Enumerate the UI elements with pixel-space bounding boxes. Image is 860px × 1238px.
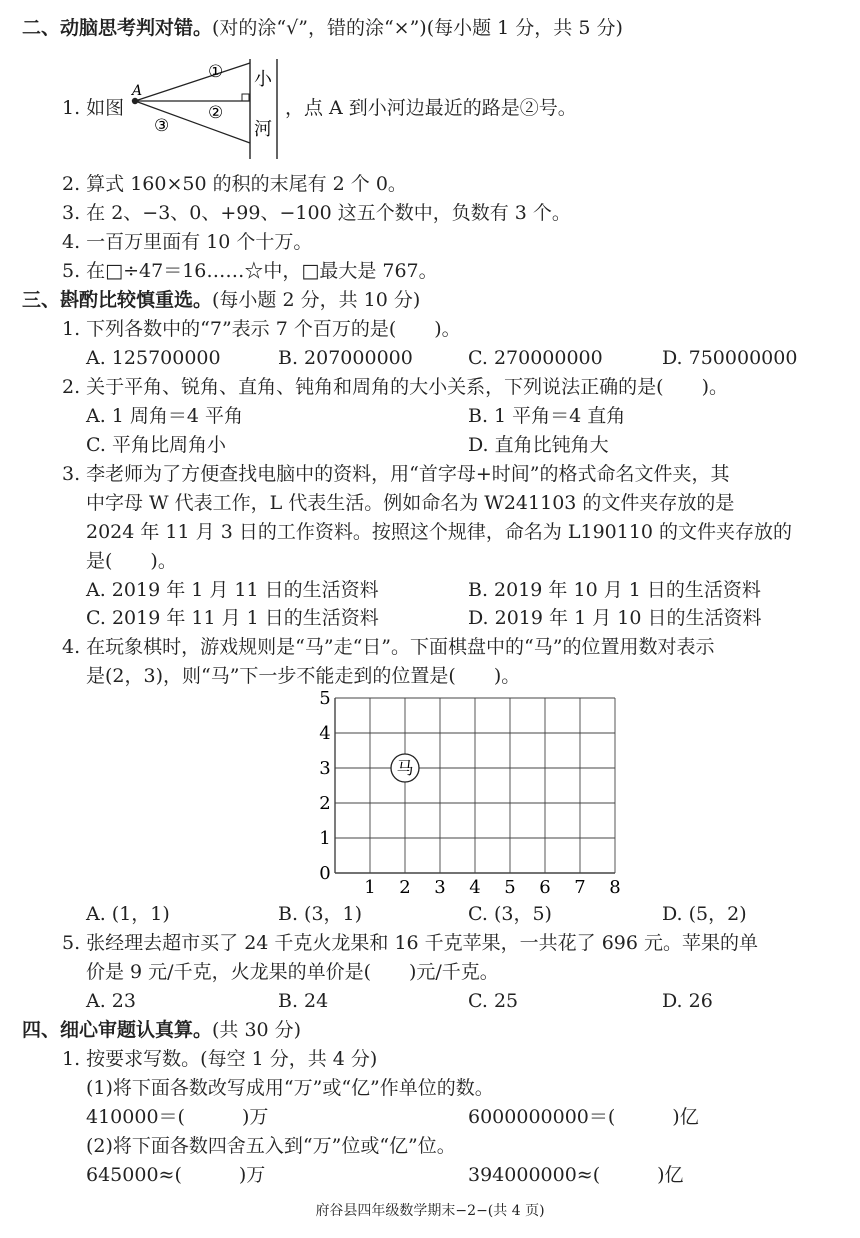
section-2-heading [22,16,623,40]
path-3-label: ③ [154,116,170,136]
q4-1-part-2-a[interactable]: 645000≈( )万 [86,1164,266,1186]
q3-3-option-d[interactable]: D. 2019 年 1 月 10 日的生活资料 [468,607,762,629]
q3-5-line-1: 5. 张经理去超市买了 24 千克火龙果和 16 千克苹果，一共花了 696 元。苹果的单 [62,932,759,954]
q2-4: 4. 一百万里面有 10 个十万。 [62,231,313,253]
path-2-label: ② [208,103,224,123]
q3-3-option-a[interactable]: A. 2019 年 1 月 11 日的生活资料 [86,579,379,601]
x-tick-label: 8 [609,877,621,898]
q3-4-line-1: 4. 在玩象棋时，游戏规则是“马”走“日”。下面棋盘中的“马”的位置用数对表示 [62,636,715,658]
q2-1-prefix: 1. 如图 [62,97,125,119]
section-3-note: (每小题 2 分，共 10 分) [212,289,421,311]
q3-5-option-a[interactable]: A. 23 [86,990,136,1012]
section-4-note: (共 30 分) [212,1019,302,1041]
q3-1-option-d[interactable]: D. 750000000 [662,347,798,369]
q3-3-line-1: 3. 李老师为了方便查找电脑中的资料，用“首字母+时间”的格式命名文件夹，其 [62,463,730,485]
q3-2-option-b[interactable]: B. 1 平角＝4 直角 [468,405,626,427]
y-tick-label: 3 [319,758,331,779]
q3-5-option-c[interactable]: C. 25 [468,990,519,1012]
q4-1-part-2: (2)将下面各数四舍五入到“万”位或“亿”位。 [86,1135,456,1157]
x-tick-label: 6 [539,877,551,898]
q3-3-option-c[interactable]: C. 2019 年 11 月 1 日的生活资料 [86,607,379,629]
q3-5-line-2: 价是 9 元/千克，火龙果的单价是( )元/千克。 [86,961,499,983]
q3-4-line-2: 是(2，3)，则“马”下一步不能走到的位置是( )。 [86,665,521,687]
q3-4-option-c[interactable]: C. (3，5) [468,903,552,925]
q3-1: 1. 下列各数中的“7”表示 7 个百万的是( )。 [62,318,461,340]
river-path-figure [130,55,290,165]
q3-1-option-b[interactable]: B. 207000000 [278,347,413,369]
y-tick-label: 1 [319,828,331,849]
q2-1-suffix: ，点 A 到小河边最近的路是②号。 [285,97,577,119]
q3-3-line-3: 2024 年 11 月 3 日的工作资料。按照这个规律，命名为 L190110 的文件夹存放的 [86,521,793,543]
x-tick-label: 1 [364,877,376,898]
y-tick-label: 5 [319,690,331,709]
page-footer: 府谷县四年级数学期末−2−(共 4 页) [315,1203,545,1219]
section-3-heading [22,288,420,312]
q2-2: 2. 算式 160×50 的积的末尾有 2 个 0。 [62,173,407,195]
q4-1-part-1-a[interactable]: 410000＝( )万 [86,1106,269,1128]
x-tick-label: 3 [434,877,446,898]
section-3-title: 三、斟酌比较慎重选。 [22,289,213,311]
origin-label: 0 [319,863,331,884]
q4-1: 1. 按要求写数。(每空 1 分，共 4 分) [62,1048,378,1070]
horse-piece-label: 马 [396,759,414,779]
q3-1-option-c[interactable]: C. 270000000 [468,347,603,369]
q3-5-option-b[interactable]: B. 24 [278,990,329,1012]
x-tick-label: 2 [399,877,411,898]
q3-3-line-2: 中字母 W 代表工作，L 代表生活。例如命名为 W241103 的文件夹存放的是 [86,492,735,514]
q3-2-option-a[interactable]: A. 1 周角＝4 平角 [86,405,244,427]
chessboard-grid [300,690,630,900]
q3-3-option-b[interactable]: B. 2019 年 10 月 1 日的生活资料 [468,579,761,601]
q4-1-part-2-b[interactable]: 394000000≈( )亿 [468,1164,684,1186]
q3-4-option-a[interactable]: A. (1，1) [86,903,170,925]
q3-2-option-d[interactable]: D. 直角比钝角大 [468,434,609,456]
q3-2: 2. 关于平角、锐角、直角、钝角和周角的大小关系，下列说法正确的是( )。 [62,376,728,398]
q3-3-line-4: 是( )。 [86,550,177,572]
y-tick-label: 2 [319,793,331,814]
x-tick-label: 4 [469,877,481,898]
x-tick-label: 7 [574,877,586,898]
section-2-title: 二、动脑思考判对错。 [22,17,213,39]
point-a-label: A [132,83,143,99]
q4-1-part-1: (1)将下面各数改写成用“万”或“亿”作单位的数。 [86,1077,494,1099]
q3-1-option-a[interactable]: A. 125700000 [86,347,221,369]
x-tick-label: 5 [504,877,516,898]
river-char-1: 小 [254,69,272,90]
q3-2-option-c[interactable]: C. 平角比周角小 [86,434,226,456]
q3-4-option-d[interactable]: D. (5，2) [662,903,747,925]
y-tick-label: 4 [319,723,331,744]
q3-4-option-b[interactable]: B. (3，1) [278,903,363,925]
section-2-note: (对的涂“√”，错的涂“×”)(每小题 1 分，共 5 分) [212,17,623,39]
river-char-2: 河 [254,119,272,140]
q4-1-part-1-b[interactable]: 6000000000＝( )亿 [468,1106,699,1128]
path-1-label: ① [208,62,224,82]
q2-5: 5. 在□÷47＝16……☆中，□最大是 767。 [62,260,438,282]
q2-3: 3. 在 2、−3、0、+99、−100 这五个数中，负数有 3 个。 [62,202,571,224]
q3-5-option-d[interactable]: D. 26 [662,990,713,1012]
section-4-title: 四、细心审题认真算。 [22,1019,213,1041]
section-4-heading [22,1018,301,1042]
